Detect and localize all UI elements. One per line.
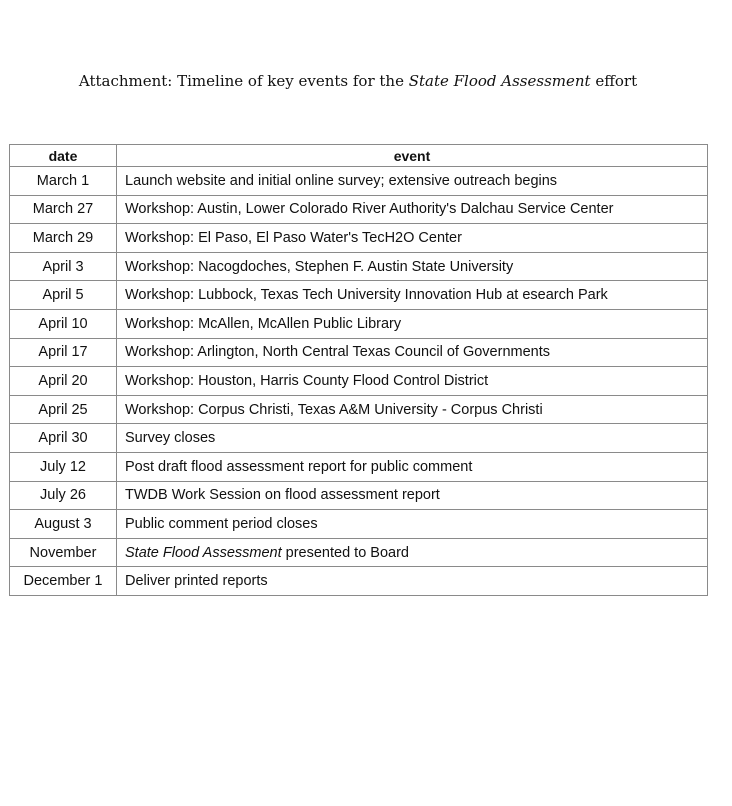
event-cell: TWDB Work Session on flood assessment report [117,481,708,510]
table-row [10,195,708,224]
table-row [10,395,708,424]
event-cell: Workshop: McAllen, McAllen Public Library [117,309,708,338]
title-emphasis: State Flood Assessment [408,72,591,90]
event-cell: Workshop: Corpus Christi, Texas A&M University - Corpus Christi [117,395,708,424]
table-row [10,338,708,367]
event-cell: Workshop: El Paso, El Paso Water's TecH2O Center [117,224,708,253]
date-cell: April 20 [10,367,117,396]
date-cell: March 29 [10,224,117,253]
table-row [10,224,708,253]
table-row [10,452,708,481]
table-row [10,309,708,338]
date-cell: August 3 [10,510,117,539]
title-prefix: Attachment: Timeline of key events for the [78,72,409,90]
date-cell: April 25 [10,395,117,424]
event-emphasis: State Flood Assessment [125,544,282,561]
table-row [10,281,708,310]
table-row [10,538,708,567]
date-cell: April 17 [10,338,117,367]
table-row [10,510,708,539]
date-cell: April 3 [10,252,117,281]
table-row [10,567,708,596]
event-cell: Deliver printed reports [117,567,708,596]
event-suffix: presented to Board [281,544,409,561]
document-title [0,72,716,90]
date-cell: July 12 [10,452,117,481]
date-cell: April 30 [10,424,117,453]
event-cell: Workshop: Austin, Lower Colorado River Authority's Dalchau Service Center [117,195,708,224]
timeline-table [9,144,708,596]
date-cell: March 1 [10,167,117,196]
date-cell: April 10 [10,309,117,338]
date-cell: December 1 [10,567,117,596]
date-cell: April 5 [10,281,117,310]
event-cell: Launch website and initial online survey; extensive outreach begins [117,167,708,196]
date-column-header: date [10,145,117,167]
event-cell [117,538,708,567]
title-suffix: effort [590,72,638,90]
event-cell: Public comment period closes [117,510,708,539]
table-row [10,481,708,510]
date-cell: November [10,538,117,567]
date-cell: March 27 [10,195,117,224]
table-row [10,367,708,396]
date-cell: July 26 [10,481,117,510]
event-cell: Workshop: Arlington, North Central Texas Council of Governments [117,338,708,367]
table-row [10,252,708,281]
header-row [10,145,708,167]
table-row [10,167,708,196]
event-cell: Workshop: Houston, Harris County Flood Control District [117,367,708,396]
event-cell: Post draft flood assessment report for public comment [117,452,708,481]
event-cell: Workshop: Nacogdoches, Stephen F. Austin State University [117,252,708,281]
event-cell: Workshop: Lubbock, Texas Tech University Innovation Hub at esearch Park [117,281,708,310]
event-cell: Survey closes [117,424,708,453]
table-row [10,424,708,453]
event-column-header: event [117,145,708,167]
